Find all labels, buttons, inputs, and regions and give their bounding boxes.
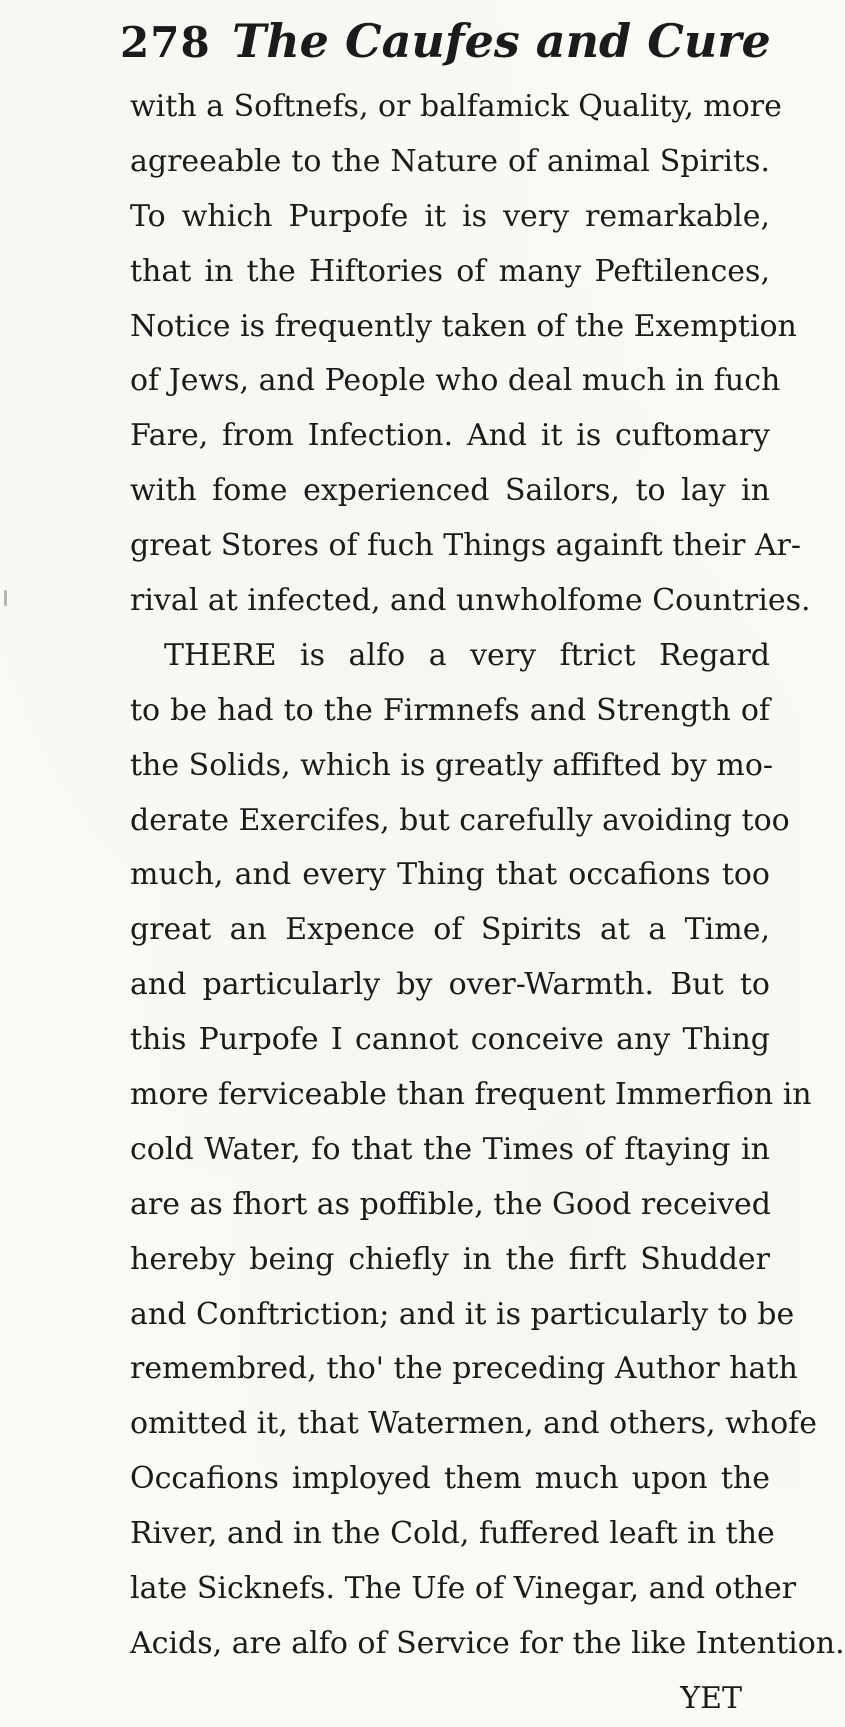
text-line: agreeable to the Nature of animal Spirits. — [130, 143, 770, 179]
text-line: Occafions imployed them much upon the — [130, 1461, 770, 1497]
text-line: with a Softnefs, or balfamick Quality, more — [130, 89, 782, 124]
text-line: that in the Hiftories of many Peftilences, — [130, 253, 770, 289]
text-line: late Sicknefs. The Ufe of Vinegar, and other — [130, 1571, 797, 1607]
text-line: great an Expence of Spirits at a Time, — [130, 912, 770, 948]
page-number: 278 — [120, 18, 211, 67]
text-line: great Stores of fuch Things againft their Ar- — [130, 528, 801, 564]
text-line: of Jews, and People who deal much in fuch — [130, 363, 781, 399]
text-line: much, and every Thing that occafions too — [130, 857, 770, 893]
body-text — [130, 80, 845, 1727]
text-line: rival at infected, and unwholfome Countries. — [130, 583, 811, 619]
text-line: omitted it, that Watermen, and others, whofe — [130, 1406, 818, 1442]
text-line: and particularly by over-Warmth. But to — [130, 967, 770, 1003]
page-header — [120, 14, 780, 88]
paragraph-start-line: THERE is alfo a very ftrict Regard — [164, 637, 770, 673]
text-line: are as fhort as poffible, the Good received — [130, 1186, 772, 1222]
text-line: River, and in the Cold, fuffered leaft in the — [130, 1516, 775, 1552]
text-line: hereby being chiefly in the firft Shudder — [130, 1241, 770, 1277]
text-line: with fome experienced Sailors, to lay in — [130, 473, 770, 509]
running-head: The Caufes and Cure — [232, 14, 771, 68]
catchword: YET — [680, 1680, 742, 1716]
text-line: Fare, from Infection. And it is cuftomary — [130, 418, 770, 454]
text-line: remembred, tho' the preceding Author hath — [130, 1351, 798, 1387]
text-line: more ferviceable than frequent Immerfion in — [130, 1077, 812, 1113]
text-line: derate Exercifes, but carefully avoiding too — [130, 802, 790, 838]
text-line: Notice is frequently taken of the Exemption — [130, 308, 797, 344]
text-line: To which Purpofe it is very remarkable, — [130, 198, 770, 234]
margin-mark — [4, 590, 7, 606]
text-line: to be had to the Firmnefs and Strength of — [130, 692, 770, 728]
text-line: this Purpofe I cannot conceive any Thing — [130, 1022, 770, 1058]
text-line: cold Water, fo that the Times of ftaying in — [130, 1131, 770, 1167]
text-line: Acids, are alfo of Service for the like Intention. — [130, 1625, 845, 1661]
text-line: the Solids, which is greatly affifted by mo- — [130, 747, 774, 783]
text-line: and Conftriction; and it is particularly to be — [130, 1296, 795, 1332]
